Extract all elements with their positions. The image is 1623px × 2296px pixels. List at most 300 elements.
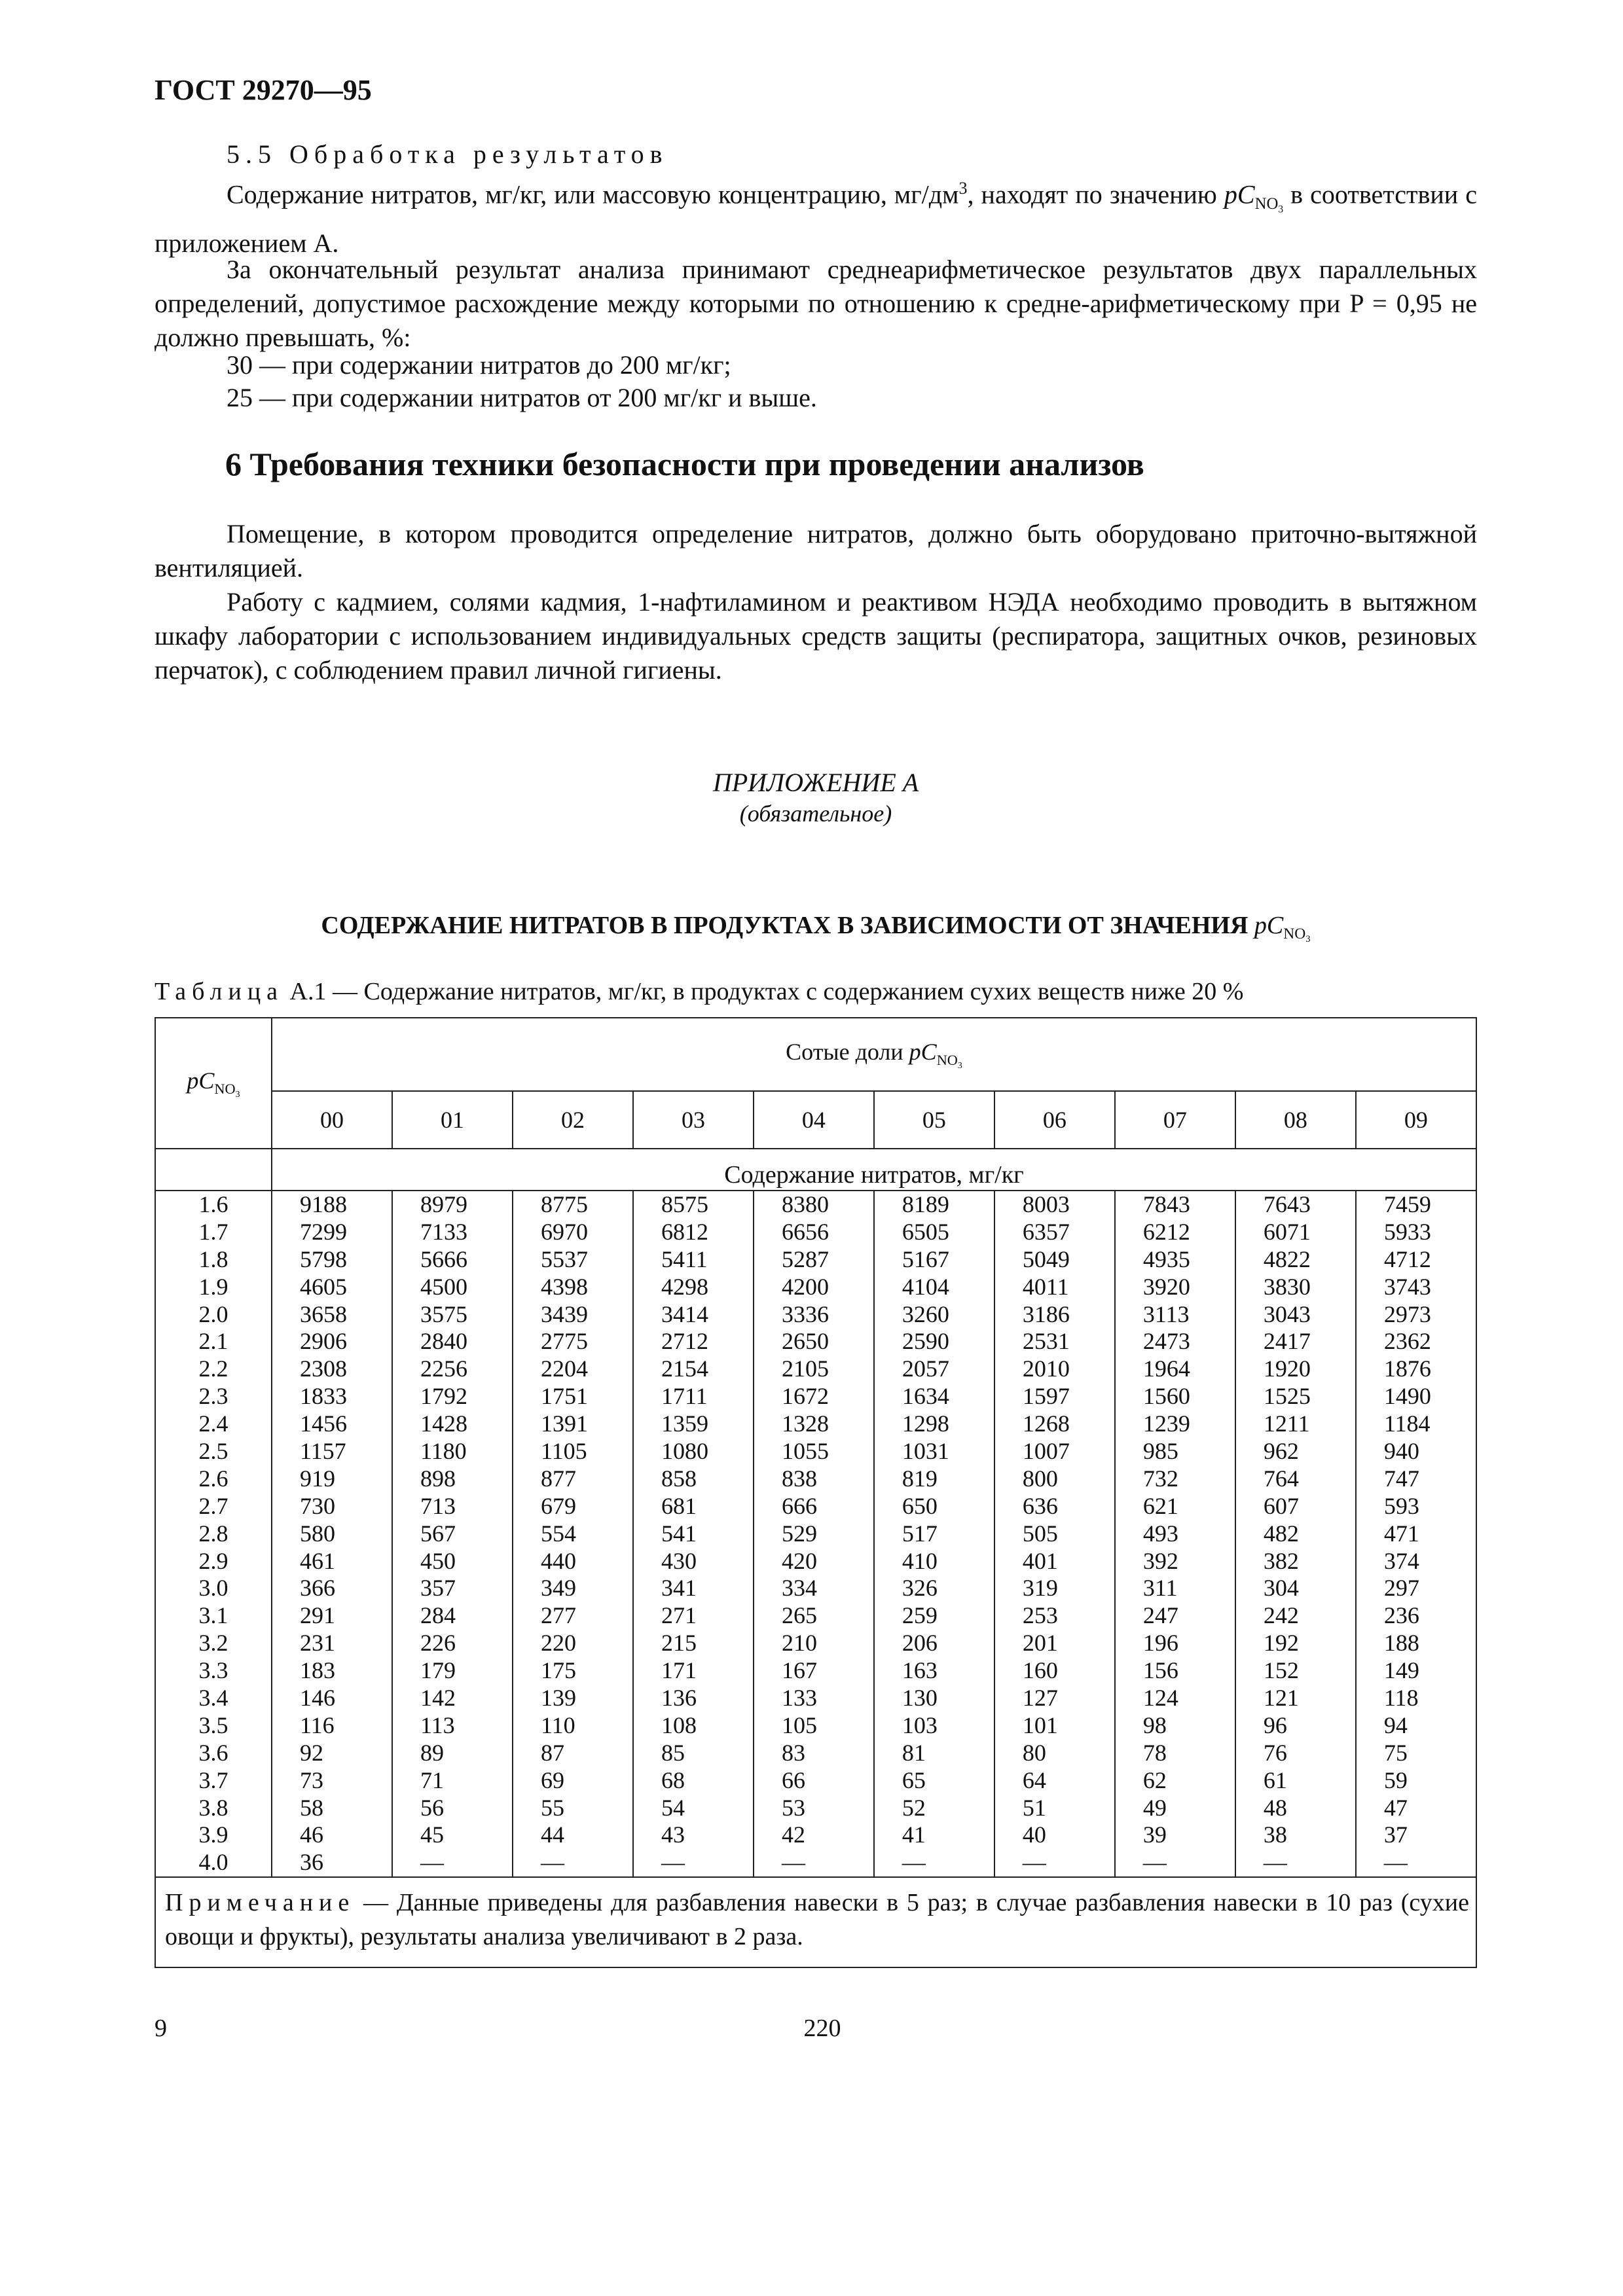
table-cell: 319 bbox=[1022, 1575, 1058, 1602]
table-cell: 201 bbox=[1022, 1630, 1058, 1657]
table-cell: 103 bbox=[902, 1712, 938, 1738]
table-cell: 1964 bbox=[1142, 1355, 1190, 1382]
table-cell: 747 bbox=[1383, 1465, 1419, 1492]
table-cell: 858 bbox=[661, 1465, 697, 1492]
table-cell: 38 bbox=[1263, 1821, 1287, 1848]
table-cell: 4200 bbox=[781, 1273, 829, 1300]
table-cell: 113 bbox=[420, 1712, 455, 1738]
table-cell: 3439 bbox=[540, 1300, 588, 1327]
table-cell: — bbox=[420, 1849, 444, 1876]
table-cell: 75 bbox=[1383, 1739, 1408, 1766]
table-cell: 59 bbox=[1383, 1767, 1408, 1793]
table-cell: 3113 bbox=[1142, 1300, 1190, 1327]
table-cell: 231 bbox=[300, 1630, 335, 1657]
row-label: 1.8 bbox=[198, 1246, 228, 1272]
table-cell: 461 bbox=[300, 1547, 335, 1574]
row-label: 3.5 bbox=[198, 1712, 228, 1738]
value-column bbox=[994, 1191, 1115, 1877]
table-cell: 1328 bbox=[781, 1410, 829, 1437]
value-column bbox=[272, 1191, 392, 1877]
table-cell: 2308 bbox=[300, 1355, 347, 1382]
table-cell: 53 bbox=[781, 1794, 805, 1821]
table-cell: 2204 bbox=[540, 1355, 588, 1382]
section-5-5-paragraph-1: Содержание нитратов, мг/кг, или массовую концентрацию, $мг/дм^3$, находят по значению $pC_{NO_3}$ в соответствии с приложением А. bbox=[155, 179, 1478, 259]
table-cell: — bbox=[1383, 1849, 1408, 1876]
table-cell: 819 bbox=[902, 1465, 938, 1492]
table-cell: 311 bbox=[1142, 1575, 1178, 1602]
value-column bbox=[513, 1191, 633, 1877]
table-cell: 2590 bbox=[902, 1328, 949, 1355]
table-cell: — bbox=[1022, 1849, 1046, 1876]
table-cell: 1792 bbox=[420, 1383, 467, 1410]
table-cell: 171 bbox=[661, 1657, 697, 1684]
table-cell: 730 bbox=[300, 1492, 335, 1519]
table-cell: 580 bbox=[300, 1520, 335, 1547]
row-label: 2.8 bbox=[198, 1520, 228, 1547]
table-cell: 877 bbox=[540, 1465, 576, 1492]
table-cell: 2105 bbox=[781, 1355, 829, 1382]
table-cell: 8775 bbox=[540, 1191, 588, 1217]
table-cell: 66 bbox=[781, 1767, 805, 1793]
page-number-left: 9 bbox=[155, 2015, 167, 2042]
table-cell: 139 bbox=[540, 1685, 576, 1712]
table-cell: 92 bbox=[300, 1739, 323, 1766]
table-cell: 4398 bbox=[540, 1273, 588, 1300]
table-cell: 54 bbox=[661, 1794, 685, 1821]
row-label-column bbox=[155, 1191, 272, 1877]
row-label: 2.0 bbox=[198, 1300, 228, 1327]
table-cell: 40 bbox=[1022, 1821, 1046, 1848]
table-cell: 382 bbox=[1263, 1547, 1299, 1574]
row-label: 2.6 bbox=[198, 1465, 228, 1492]
column-header: 04 bbox=[754, 1091, 874, 1149]
table-cell: 179 bbox=[420, 1657, 456, 1684]
table-cell: 47 bbox=[1383, 1794, 1408, 1821]
table-cell: 3743 bbox=[1383, 1273, 1431, 1300]
table-cell: 8380 bbox=[781, 1191, 829, 1217]
table-cell: 2531 bbox=[1022, 1328, 1070, 1355]
table-cell: 2417 bbox=[1263, 1328, 1311, 1355]
table-cell: 110 bbox=[540, 1712, 575, 1738]
table-cell: 130 bbox=[902, 1685, 938, 1712]
table-cell: 420 bbox=[781, 1547, 817, 1574]
table-cell: 7843 bbox=[1142, 1191, 1190, 1217]
table-cell: 49 bbox=[1142, 1794, 1167, 1821]
table-cell: 919 bbox=[300, 1465, 335, 1492]
table-cell: 41 bbox=[902, 1821, 926, 1848]
table-cell: 713 bbox=[420, 1492, 456, 1519]
table-cell: 1833 bbox=[300, 1383, 347, 1410]
table-cell: 349 bbox=[540, 1575, 576, 1602]
table-cell: 8979 bbox=[420, 1191, 467, 1217]
table-cell: 5411 bbox=[661, 1246, 708, 1272]
table-cell: 3830 bbox=[1263, 1273, 1311, 1300]
corner-header: $pC_{NO_3}$ bbox=[155, 1018, 272, 1149]
column-header: 01 bbox=[392, 1091, 513, 1149]
table-cell: 43 bbox=[661, 1821, 685, 1848]
table-cell: 7299 bbox=[300, 1218, 347, 1245]
table-cell: 80 bbox=[1022, 1739, 1046, 1766]
table-cell: 94 bbox=[1383, 1712, 1408, 1738]
appendix-status: (обязательное) bbox=[739, 800, 892, 827]
table-cell: 1876 bbox=[1383, 1355, 1431, 1382]
table-cell: 42 bbox=[781, 1821, 805, 1848]
table-cell: — bbox=[540, 1849, 564, 1876]
table-cell: 430 bbox=[661, 1547, 697, 1574]
table-cell: 1711 bbox=[661, 1383, 708, 1410]
table-cell: 62 bbox=[1142, 1767, 1167, 1793]
table-cell: 7643 bbox=[1263, 1191, 1311, 1217]
table-cell: 357 bbox=[420, 1575, 456, 1602]
table-cell: 898 bbox=[420, 1465, 456, 1492]
table-cell: 440 bbox=[540, 1547, 576, 1574]
row-label: 2.3 bbox=[198, 1383, 228, 1410]
table-cell: 1751 bbox=[540, 1383, 588, 1410]
table-cell: 1490 bbox=[1383, 1383, 1431, 1410]
table-cell: 1105 bbox=[540, 1438, 587, 1465]
table-cell: 366 bbox=[300, 1575, 335, 1602]
table-cell: 2973 bbox=[1383, 1300, 1431, 1327]
table-cell: 156 bbox=[1142, 1657, 1178, 1684]
table-cell: 2057 bbox=[902, 1355, 949, 1382]
table-cell: 56 bbox=[420, 1794, 444, 1821]
table-cell: 44 bbox=[540, 1821, 564, 1848]
page-number-center: 220 bbox=[803, 2015, 841, 2042]
table-cell: — bbox=[781, 1849, 805, 1876]
table-cell: 1080 bbox=[661, 1438, 708, 1465]
table-cell: 242 bbox=[1263, 1602, 1299, 1629]
table-cell: 1525 bbox=[1263, 1383, 1311, 1410]
table-cell: 2906 bbox=[300, 1328, 347, 1355]
table-cell: 3658 bbox=[300, 1300, 347, 1327]
table-cell: 764 bbox=[1263, 1465, 1299, 1492]
table-cell: 1180 bbox=[420, 1438, 467, 1465]
table-subheader: Содержание нитратов, мг/кг bbox=[272, 1149, 1476, 1191]
table-cell: 96 bbox=[1263, 1712, 1287, 1738]
row-label: 3.0 bbox=[198, 1575, 228, 1602]
table-cell: 1428 bbox=[420, 1410, 467, 1437]
table-cell: 666 bbox=[781, 1492, 817, 1519]
table-cell: 39 bbox=[1142, 1821, 1167, 1848]
value-column bbox=[392, 1191, 513, 1877]
subhead-spacer bbox=[155, 1149, 272, 1191]
table-cell: 6357 bbox=[1022, 1218, 1070, 1245]
table-cell: 8575 bbox=[661, 1191, 708, 1217]
table-cell: 1055 bbox=[781, 1438, 829, 1465]
table-cell: 6212 bbox=[1142, 1218, 1190, 1245]
table-cell: 493 bbox=[1142, 1520, 1178, 1547]
table-cell: 5537 bbox=[540, 1246, 588, 1272]
appendix-title: СОДЕРЖАНИЕ НИТРАТОВ В ПРОДУКТАХ В ЗАВИСИМОСТИ ОТ ЗНАЧЕНИЯ $pC_{NO_3}$ bbox=[321, 912, 1311, 945]
table-cell: 142 bbox=[420, 1685, 456, 1712]
table-cell: 636 bbox=[1022, 1492, 1058, 1519]
table-cell: 4104 bbox=[902, 1273, 949, 1300]
table-cell: 1184 bbox=[1383, 1410, 1431, 1437]
table-caption: Таблица А.1 — Содержание нитратов, мг/кг, в продуктах с содержанием сухих веществ ниже 20 % bbox=[155, 978, 1244, 1005]
table-cell: 73 bbox=[300, 1767, 323, 1793]
table-cell: 118 bbox=[1383, 1685, 1419, 1712]
table-cell: 607 bbox=[1263, 1492, 1299, 1519]
table-cell: 36 bbox=[300, 1849, 323, 1876]
table-cell: 392 bbox=[1142, 1547, 1178, 1574]
table-cell: 567 bbox=[420, 1520, 456, 1547]
table-cell: 1268 bbox=[1022, 1410, 1070, 1437]
table-cell: 541 bbox=[661, 1520, 697, 1547]
table-cell: 48 bbox=[1263, 1794, 1287, 1821]
table-cell: 1920 bbox=[1263, 1355, 1311, 1382]
table-cell: 37 bbox=[1383, 1821, 1408, 1848]
row-label: 3.7 bbox=[198, 1767, 228, 1793]
table-cell: 3920 bbox=[1142, 1273, 1190, 1300]
table-cell: 334 bbox=[781, 1575, 817, 1602]
table-cell: 196 bbox=[1142, 1630, 1178, 1657]
row-label: 3.6 bbox=[198, 1739, 228, 1766]
table-cell: 1672 bbox=[781, 1383, 829, 1410]
table-cell: 4500 bbox=[420, 1273, 467, 1300]
table-cell: — bbox=[902, 1849, 926, 1876]
table-cell: 52 bbox=[902, 1794, 926, 1821]
table-cell: 271 bbox=[661, 1602, 697, 1629]
table-cell: 175 bbox=[540, 1657, 576, 1684]
table-cell: 410 bbox=[902, 1547, 938, 1574]
table-cell: 253 bbox=[1022, 1602, 1058, 1629]
table-cell: 45 bbox=[420, 1821, 444, 1848]
section-6-paragraph-1: Помещение, в котором проводится определение нитратов, должно быть оборудовано приточно-вытяжной вентиляцией. bbox=[155, 519, 1477, 583]
column-header: 02 bbox=[513, 1091, 633, 1149]
table-cell: 962 bbox=[1263, 1438, 1299, 1465]
table-cell: 4935 bbox=[1142, 1246, 1190, 1272]
table-cell: 1359 bbox=[661, 1410, 708, 1437]
table-cell: — bbox=[1263, 1849, 1287, 1876]
table-cell: 450 bbox=[420, 1547, 456, 1574]
section-6-paragraph-2: Работу с кадмием, солями кадмия, 1-нафтиламином и реактивом НЭДА необходимо проводить в вытяжном шкафу лаборатории с использованием индивидуальных средств защиты (респиратора, защитных очков, резиновых перчаток), с соблюдением правил личной гигиены. bbox=[155, 587, 1477, 685]
row-label: 3.1 bbox=[198, 1602, 228, 1629]
row-label: 3.3 bbox=[198, 1657, 228, 1684]
table-cell: 1007 bbox=[1022, 1438, 1070, 1465]
table-cell: 89 bbox=[420, 1739, 444, 1766]
table-cell: 51 bbox=[1022, 1794, 1046, 1821]
table-cell: 210 bbox=[781, 1630, 817, 1657]
table-cell: 2650 bbox=[781, 1328, 829, 1355]
table-cell: 2840 bbox=[420, 1328, 467, 1355]
table-cell: 4712 bbox=[1383, 1246, 1431, 1272]
table-cell: 183 bbox=[300, 1657, 335, 1684]
table-cell: 61 bbox=[1263, 1767, 1287, 1793]
table-cell: 621 bbox=[1142, 1492, 1178, 1519]
table-cell: 1031 bbox=[902, 1438, 949, 1465]
table-cell: 6071 bbox=[1263, 1218, 1311, 1245]
table-cell: 69 bbox=[540, 1767, 564, 1793]
section-5-5-paragraph-2: За окончательный результат анализа принимают среднеарифметическое результатов двух параллельных определений, допустимое расхождение между которыми по отношению к средне-арифметическому при P = 0,95 не должно превышать, %: bbox=[155, 255, 1477, 352]
table-cell: 291 bbox=[300, 1602, 335, 1629]
table-cell: 152 bbox=[1263, 1657, 1299, 1684]
table-cell: 127 bbox=[1022, 1685, 1058, 1712]
table-cell: 1391 bbox=[540, 1410, 588, 1437]
table-cell: 5933 bbox=[1383, 1218, 1431, 1245]
table-cell: 98 bbox=[1142, 1712, 1167, 1738]
table-cell: 163 bbox=[902, 1657, 938, 1684]
table-cell: 1597 bbox=[1022, 1383, 1070, 1410]
table-cell: 105 bbox=[781, 1712, 817, 1738]
table-note: Примечание — Данные приведены для разбавления навески в 5 раз; в случае разбавления навески в 10 раз (сухие овощи и фрукты), результаты анализа увеличивают в 2 раза. bbox=[155, 1877, 1476, 1967]
column-header: 00 bbox=[272, 1091, 392, 1149]
table-cell: 4822 bbox=[1263, 1246, 1311, 1272]
table-cell: 374 bbox=[1383, 1547, 1419, 1574]
table-cell: 1239 bbox=[1142, 1410, 1190, 1437]
document-title: ГОСТ 29270—95 bbox=[155, 74, 372, 106]
table-cell: 83 bbox=[781, 1739, 805, 1766]
table-cell: 277 bbox=[540, 1602, 576, 1629]
table-cell: 482 bbox=[1263, 1520, 1299, 1547]
table-cell: 593 bbox=[1383, 1492, 1419, 1519]
table-cell: 985 bbox=[1142, 1438, 1178, 1465]
table-cell: 505 bbox=[1022, 1520, 1058, 1547]
table-cell: 1456 bbox=[300, 1410, 347, 1437]
row-label: 2.5 bbox=[198, 1438, 228, 1465]
table-cell: 2775 bbox=[540, 1328, 588, 1355]
nitrate-table bbox=[155, 1017, 1477, 1968]
row-label: 4.0 bbox=[198, 1849, 228, 1876]
table-cell: 471 bbox=[1383, 1520, 1419, 1547]
value-column bbox=[874, 1191, 994, 1877]
table-cell: 297 bbox=[1383, 1575, 1419, 1602]
table-cell: 149 bbox=[1383, 1657, 1419, 1684]
row-label: 2.1 bbox=[198, 1328, 228, 1355]
table-cell: 6505 bbox=[902, 1218, 949, 1245]
table-cell: 529 bbox=[781, 1520, 817, 1547]
table-cell: 215 bbox=[661, 1630, 697, 1657]
row-label: 1.9 bbox=[198, 1273, 228, 1300]
table-cell: 554 bbox=[540, 1520, 576, 1547]
row-label: 2.7 bbox=[198, 1492, 228, 1519]
table-cell: 78 bbox=[1142, 1739, 1167, 1766]
table-cell: — bbox=[1142, 1849, 1167, 1876]
table-cell: 101 bbox=[1022, 1712, 1058, 1738]
table-cell: 681 bbox=[661, 1492, 697, 1519]
appendix-label: ПРИЛОЖЕНИЕ А bbox=[712, 768, 919, 797]
table-cell: 284 bbox=[420, 1602, 456, 1629]
table-cell: 2712 bbox=[661, 1328, 708, 1355]
table-cell: 58 bbox=[300, 1794, 323, 1821]
table-cell: 5167 bbox=[902, 1246, 949, 1272]
section-5-5-paragraph-4: 25 — при содержании нитратов от 200 мг/кг и выше. bbox=[227, 383, 817, 412]
section-6-heading: 6 Требования техники безопасности при проведении анализов bbox=[225, 446, 1144, 482]
table-cell: 326 bbox=[902, 1575, 938, 1602]
table-cell: 116 bbox=[300, 1712, 335, 1738]
table-cell: 71 bbox=[420, 1767, 444, 1793]
table-cell: 146 bbox=[300, 1685, 335, 1712]
value-column bbox=[1115, 1191, 1235, 1877]
table-cell: 3575 bbox=[420, 1300, 467, 1327]
table-cell: 6812 bbox=[661, 1218, 708, 1245]
table-cell: 188 bbox=[1383, 1630, 1419, 1657]
table-cell: 5287 bbox=[781, 1246, 829, 1272]
row-label: 3.4 bbox=[198, 1685, 228, 1712]
table-cell: 247 bbox=[1142, 1602, 1178, 1629]
table-cell: 1560 bbox=[1142, 1383, 1190, 1410]
table-cell: 9188 bbox=[300, 1191, 347, 1217]
table-cell: 1211 bbox=[1263, 1410, 1310, 1437]
table-cell: — bbox=[661, 1849, 685, 1876]
table-cell: 679 bbox=[540, 1492, 576, 1519]
table-cell: 76 bbox=[1263, 1739, 1287, 1766]
value-column bbox=[633, 1191, 754, 1877]
table-cell: 121 bbox=[1263, 1685, 1299, 1712]
table-cell: 8189 bbox=[902, 1191, 949, 1217]
table-cell: 124 bbox=[1142, 1685, 1178, 1712]
table-cell: 6656 bbox=[781, 1218, 829, 1245]
table-cell: 5798 bbox=[300, 1246, 347, 1272]
row-label: 2.2 bbox=[198, 1355, 228, 1382]
table-cell: 1157 bbox=[300, 1438, 346, 1465]
table-cell: 5049 bbox=[1022, 1246, 1070, 1272]
table-cell: 8003 bbox=[1022, 1191, 1070, 1217]
table-cell: 517 bbox=[902, 1520, 938, 1547]
table-cell: 206 bbox=[902, 1630, 938, 1657]
table-cell: 2010 bbox=[1022, 1355, 1070, 1382]
table-cell: 2256 bbox=[420, 1355, 467, 1382]
table-cell: 136 bbox=[661, 1685, 697, 1712]
table-cell: 81 bbox=[902, 1739, 926, 1766]
value-column bbox=[1235, 1191, 1356, 1877]
table-cell: 1298 bbox=[902, 1410, 949, 1437]
table-cell: 304 bbox=[1263, 1575, 1299, 1602]
table-cell: 940 bbox=[1383, 1438, 1419, 1465]
table-cell: 5666 bbox=[420, 1246, 467, 1272]
table-cell: 7133 bbox=[420, 1218, 467, 1245]
table-cell: 2154 bbox=[661, 1355, 708, 1382]
table-cell: 3043 bbox=[1263, 1300, 1311, 1327]
table-cell: 1634 bbox=[902, 1383, 949, 1410]
table-cell: 85 bbox=[661, 1739, 685, 1766]
column-header: 06 bbox=[994, 1091, 1115, 1149]
value-column bbox=[754, 1191, 874, 1877]
table-cell: 226 bbox=[420, 1630, 456, 1657]
table-cell: 650 bbox=[902, 1492, 938, 1519]
table-cell: 4011 bbox=[1022, 1273, 1069, 1300]
value-column bbox=[1356, 1191, 1476, 1877]
table-cell: 3414 bbox=[661, 1300, 708, 1327]
column-header: 07 bbox=[1115, 1091, 1235, 1149]
table-cell: 4298 bbox=[661, 1273, 708, 1300]
table-cell: 259 bbox=[902, 1602, 938, 1629]
table-cell: 160 bbox=[1022, 1657, 1058, 1684]
row-label: 2.4 bbox=[198, 1410, 228, 1437]
column-header: 05 bbox=[874, 1091, 994, 1149]
column-header: 03 bbox=[633, 1091, 754, 1149]
table-cell: 341 bbox=[661, 1575, 697, 1602]
table-cell: 3260 bbox=[902, 1300, 949, 1327]
column-header: 08 bbox=[1235, 1091, 1356, 1149]
table-cell: 3186 bbox=[1022, 1300, 1070, 1327]
table-cell: 2362 bbox=[1383, 1328, 1431, 1355]
row-label: 1.6 bbox=[198, 1191, 228, 1217]
table-cell: 236 bbox=[1383, 1602, 1419, 1629]
table-cell: 55 bbox=[540, 1794, 564, 1821]
table-cell: 800 bbox=[1022, 1465, 1058, 1492]
table-cell: 2473 bbox=[1142, 1328, 1190, 1355]
section-5-5-heading: 5.5 Обработка результатов bbox=[227, 139, 668, 169]
table-cell: 6970 bbox=[540, 1218, 588, 1245]
table-cell: 7459 bbox=[1383, 1191, 1431, 1217]
table-cell: 401 bbox=[1022, 1547, 1058, 1574]
table-cell: 64 bbox=[1022, 1767, 1046, 1793]
table-cell: 265 bbox=[781, 1602, 817, 1629]
row-label: 3.9 bbox=[198, 1821, 228, 1848]
table-cell: 4605 bbox=[300, 1273, 347, 1300]
column-header: 09 bbox=[1356, 1091, 1476, 1149]
column-header-row bbox=[155, 1091, 1476, 1149]
